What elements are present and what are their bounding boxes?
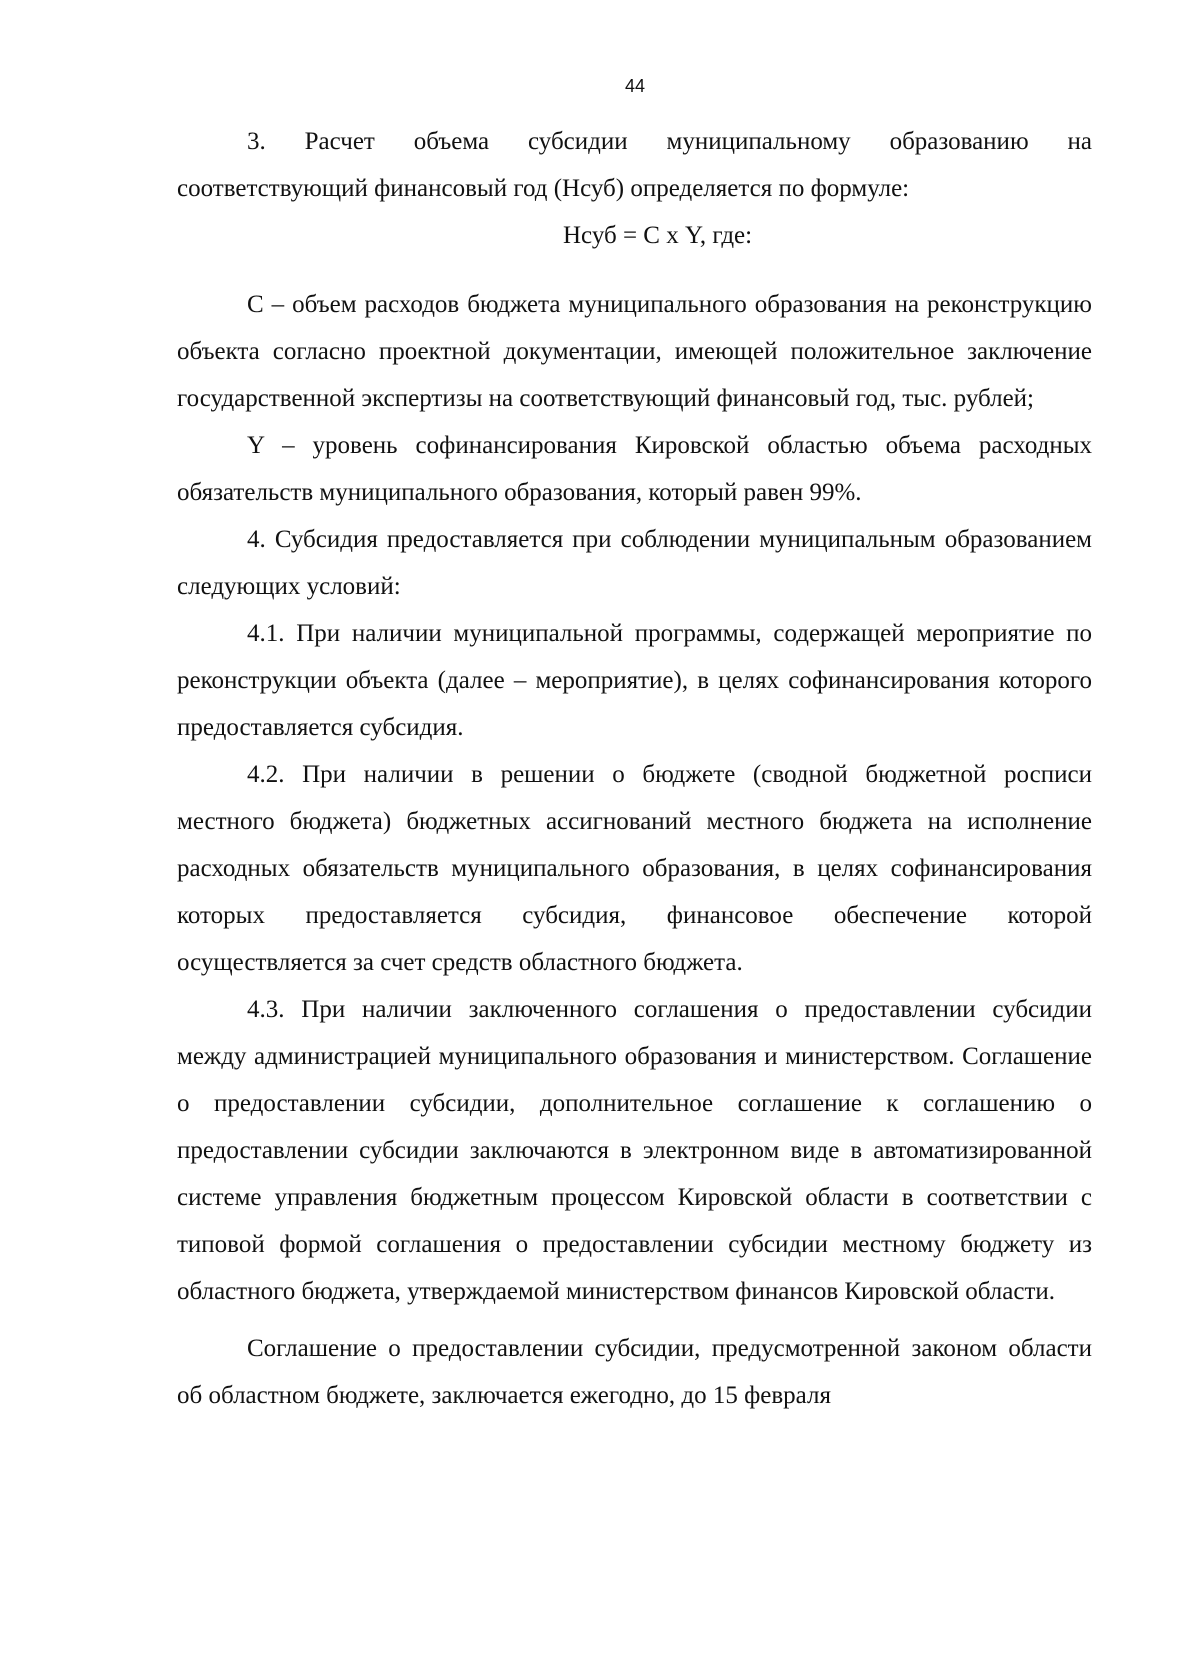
paragraph-4-2: 4.2. При наличии в решении о бюджете (сводной бюджетной росписи местного бюджета) бюджетных ассигнований местного бюджета на исполнение расходных обязательств муниципального образования, в целях софинансирования которых предоставляется субсидия, финансовое обеспечение которой осуществляется за счет средств областного бюджета.	[177, 761, 1092, 976]
paragraph-c-definition: С – объем расходов бюджета муниципального образования на реконструкцию объекта согласно проектной документации, имеющей положительное заключение государственной экспертизы на соответствующий финансовый год, тыс. рублей;	[177, 291, 1092, 412]
paragraph-3-calculation: 3. Расчет объема субсидии муниципальному образованию на соответствующий финансовый год (Нсуб) определяется по формуле:	[177, 128, 1092, 202]
paragraph-agreement: Соглашение о предоставлении субсидии, предусмотренной законом области об областном бюджете, заключается ежегодно, до 15 февраля	[177, 1335, 1092, 1409]
paragraph-4-conditions: 4. Субсидия предоставляется при соблюдении муниципальным образованием следующих условий:	[177, 526, 1092, 600]
formula: Нсуб = С х Y, где:	[563, 222, 753, 249]
page-number: 44	[624, 76, 646, 96]
paragraph-y-definition: Y – уровень софинансирования Кировской областью объема расходных обязательств муниципального образования, который равен 99%.	[177, 432, 1092, 506]
paragraph-4-1: 4.1. При наличии муниципальной программы, содержащей мероприятие по реконструкции объекта (далее – мероприятие), в целях софинансирования которого предоставляется субсидия.	[177, 620, 1092, 741]
document-body	[177, 118, 1092, 1419]
paragraph-4-3: 4.3. При наличии заключенного соглашения о предоставлении субсидии между администрацией муниципального образования и министерством. Соглашение о предоставлении субсидии, дополнительное соглашение к соглашению о предоставлении субсидии заключаются в электронном виде в автоматизированной системе управления бюджетным процессом Кировской области в соответствии с типовой формой соглашения о предоставлении субсидии местному бюджету из областного бюджета, утверждаемой министерством финансов Кировской области.	[177, 996, 1092, 1305]
